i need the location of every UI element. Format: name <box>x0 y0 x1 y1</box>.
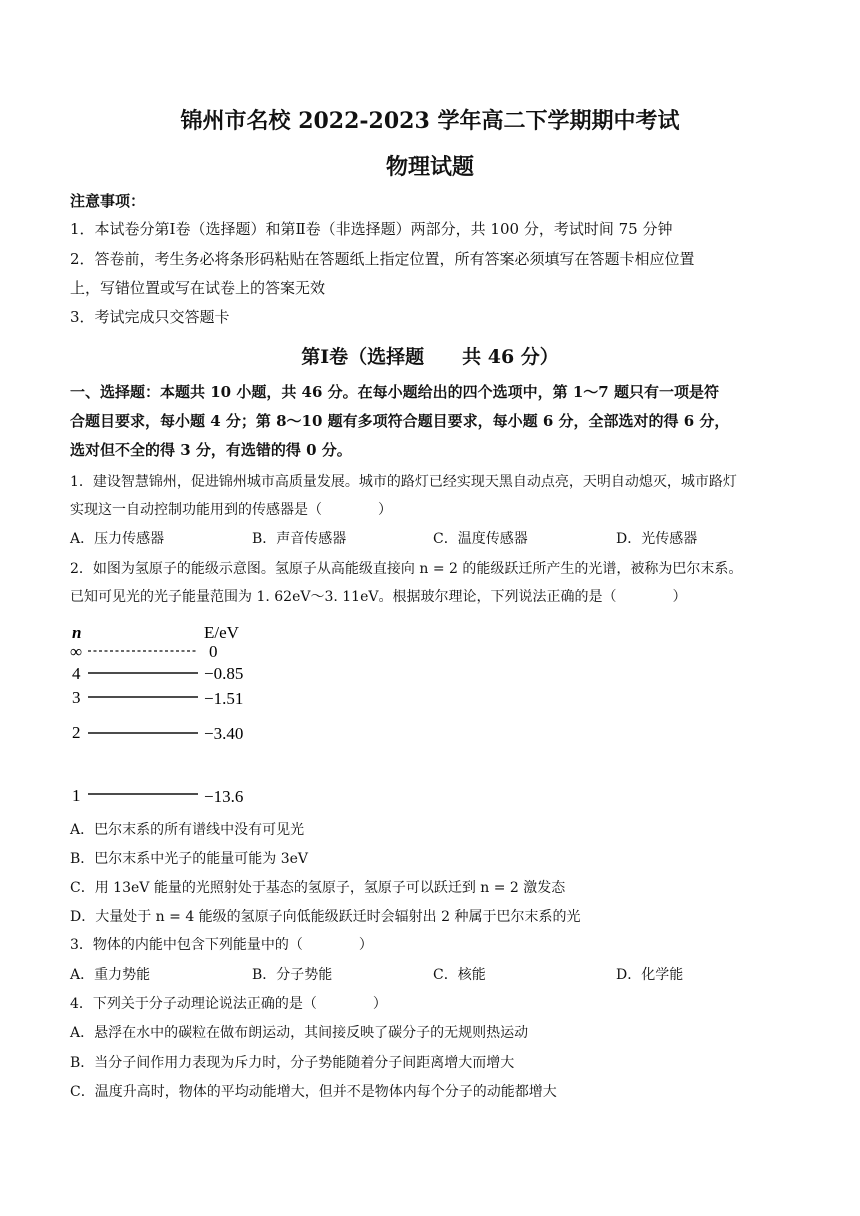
q2-option-c: C．用 13eV 能量的光照射处于基态的氢原子，氢原子可以跃迁到 n = 2 激发态 <box>70 880 566 896</box>
q1-option-d: D．光传感器 <box>616 531 698 547</box>
question-1-text: 实现这一自动控制功能用到的传感器是（ ） <box>70 502 392 518</box>
n-axis-label: n <box>72 623 82 642</box>
q4-option-b: B．当分子间作用力表现为斥力时，分子势能随着分子间距离增大而增大 <box>70 1055 515 1071</box>
level-energy-label: −1.51 <box>204 689 244 708</box>
energy-level-diagram <box>66 618 266 808</box>
notice-heading: 注意事项： <box>70 192 146 210</box>
question-1-text: 1．建设智慧锦州，促进锦州城市高质量发展。城市的路灯已经实现天黑自动点亮，天明自动熄灭，城市路灯 <box>70 474 737 490</box>
level-energy-label: −3.40 <box>204 724 244 743</box>
question-2-text: 已知可见光的光子能量范围为 1. 62eV～3. 11eV。根据玻尔理论，下列说法正确的是（ ） <box>70 589 687 605</box>
q4-option-c: C．温度升高时，物体的平均动能增大，但并不是物体内每个分子的动能都增大 <box>70 1084 557 1100</box>
q3-option-b: B．分子势能 <box>252 967 333 983</box>
question-3-text: 3．物体的内能中包含下列能量中的（ ） <box>70 937 373 953</box>
level-n-label: 4 <box>72 664 81 683</box>
level-n-label: 2 <box>72 723 81 742</box>
question-2-text: 2．如图为氢原子的能级示意图。氢原子从高能级直接向 n = 2 的能级跃迁所产生的光谱，被称为巴尔末系。 <box>70 561 743 577</box>
q3-option-d: D．化学能 <box>616 967 684 983</box>
notice-item: 2．答卷前，考生务必将条形码粘贴在答题纸上指定位置，所有答案必须填写在答题卡相应位置 <box>70 250 695 268</box>
q3-option-c: C．核能 <box>433 967 486 983</box>
section-instructions: 一、选择题：本题共 10 小题，共 46 分。在每小题给出的四个选项中，第 1～7 题只有一项是符 <box>70 383 719 401</box>
section-instructions: 选对但不全的得 3 分，有选错的得 0 分。 <box>70 441 352 459</box>
level-energy-label: −0.85 <box>204 664 244 683</box>
q1-option-b: B．声音传感器 <box>252 531 347 547</box>
question-4-text: 4．下列关于分子动理论说法正确的是（ ） <box>70 996 387 1012</box>
q2-option-a: A．巴尔末系的所有谱线中没有可见光 <box>70 822 305 838</box>
level-energy-label: −13.6 <box>204 787 244 806</box>
level-n-label: 3 <box>72 688 81 707</box>
q2-option-d: D．大量处于 n = 4 能级的氢原子向低能级跃迁时会辐射出 2 种属于巴尔末系的光 <box>70 909 581 925</box>
section-title: 第Ⅰ卷（选择题 共 46 分） <box>301 346 559 368</box>
level-n-label: ∞ <box>70 642 83 661</box>
q3-option-a: A．重力势能 <box>70 967 151 983</box>
q2-option-b: B．巴尔末系中光子的能量可能为 3eV <box>70 851 309 867</box>
energy-axis-label: E/eV <box>204 623 239 642</box>
notice-item: 3．考试完成只交答题卡 <box>70 308 230 326</box>
level-n-label: 1 <box>72 786 81 805</box>
q1-option-a: A．压力传感器 <box>70 531 165 547</box>
q4-option-a: A．悬浮在水中的碳粒在做布朗运动，其间接反映了碳分子的无规则热运动 <box>70 1025 529 1041</box>
section-instructions: 合题目要求，每小题 4 分；第 8～10 题有多项符合题目要求，每小题 6 分，全部选对的得 6 分， <box>70 412 730 430</box>
level-energy-label: 0 <box>209 642 218 661</box>
notice-item: 上，写错位置或写在试卷上的答案无效 <box>70 279 326 297</box>
page-subtitle: 物理试题 <box>385 154 474 180</box>
notice-item: 1．本试卷分第Ⅰ卷（选择题）和第Ⅱ卷（非选择题）两部分，共 100 分，考试时间 75 分钟 <box>70 220 673 238</box>
q1-option-c: C．温度传感器 <box>433 531 528 547</box>
page-title: 锦州市名校 2022-2023 学年高二下学期期中考试 <box>180 108 680 134</box>
